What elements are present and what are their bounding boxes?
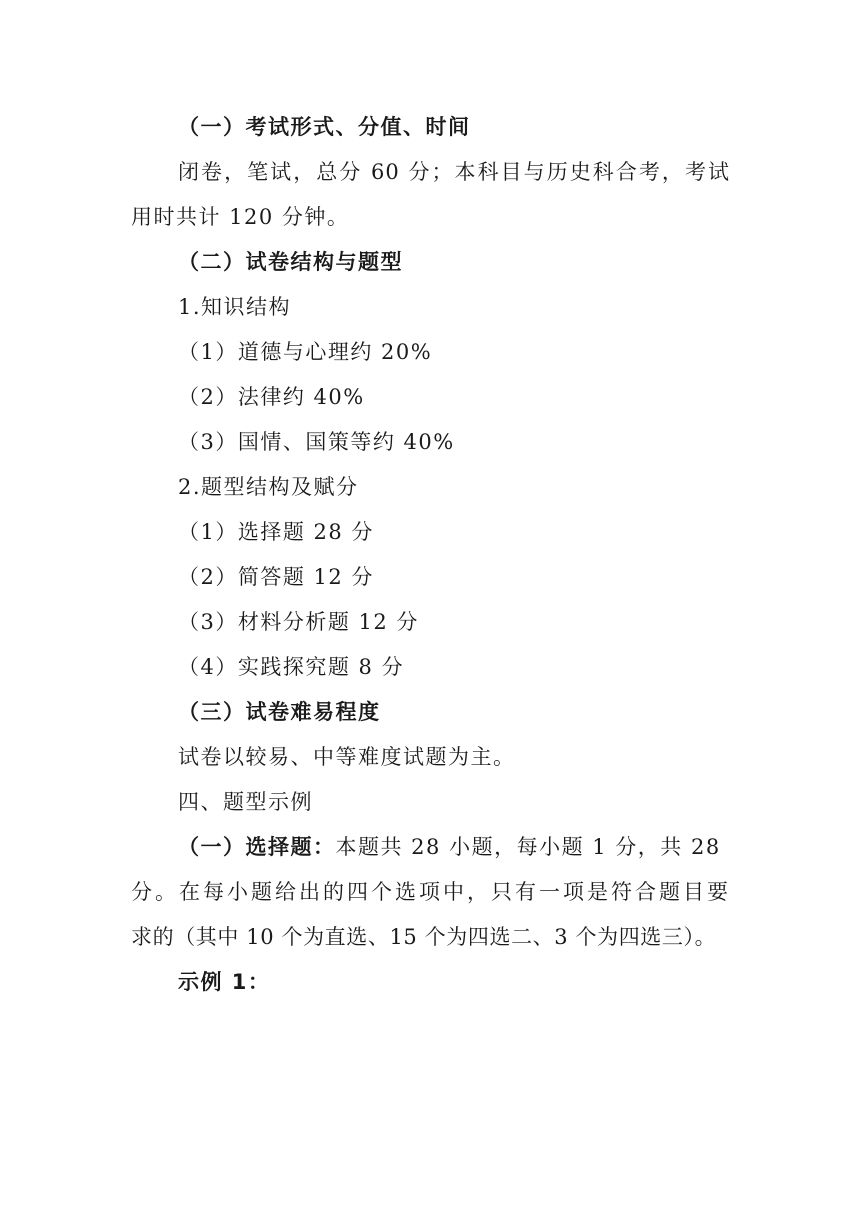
choice-intro-line-3: 求的（其中 10 个为直选、15 个为四选二、3 个为四选三）。 [131,925,717,949]
heading-difficulty: （三）试卷难易程度 [178,700,381,724]
choice-intro-line-2: 分。在每小题给出的四个选项中，只有一项是符合题目要 [131,880,729,904]
knowledge-item: （3）国情、国策等约 40% [178,430,455,454]
knowledge-item: （2）法律约 40% [178,385,365,409]
question-type-item: （1）选择题 28 分 [178,520,374,544]
question-type-item: （2）简答题 12 分 [178,565,374,589]
example-1-label: 示例 1： [178,970,271,994]
question-type-title: 2.题型结构及赋分 [178,475,359,499]
choice-label: （一）选择题： [178,835,336,859]
knowledge-structure-title: 1.知识结构 [178,295,292,319]
choice-intro-line-1 [178,833,730,861]
knowledge-item: （1）道德与心理约 20% [178,340,433,364]
paragraph-exam-form-line-2: 用时共计 120 分钟。 [131,205,350,229]
paragraph-exam-form-line-1: 闭卷，笔试，总分 60 分；本科目与历史科合考，考试 [178,160,730,184]
heading-examples: 四、题型示例 [178,790,313,814]
question-type-item: （4）实践探究题 8 分 [178,655,405,679]
heading-paper-structure: （二）试卷结构与题型 [178,250,403,274]
choice-intro-rest: 本题共 28 小题，每小题 1 分，共 28 [335,835,721,859]
paragraph-difficulty: 试卷以较易、中等难度试题为主。 [178,745,516,769]
question-type-item: （3）材料分析题 12 分 [178,610,419,634]
heading-exam-form: （一）考试形式、分值、时间 [178,115,471,139]
